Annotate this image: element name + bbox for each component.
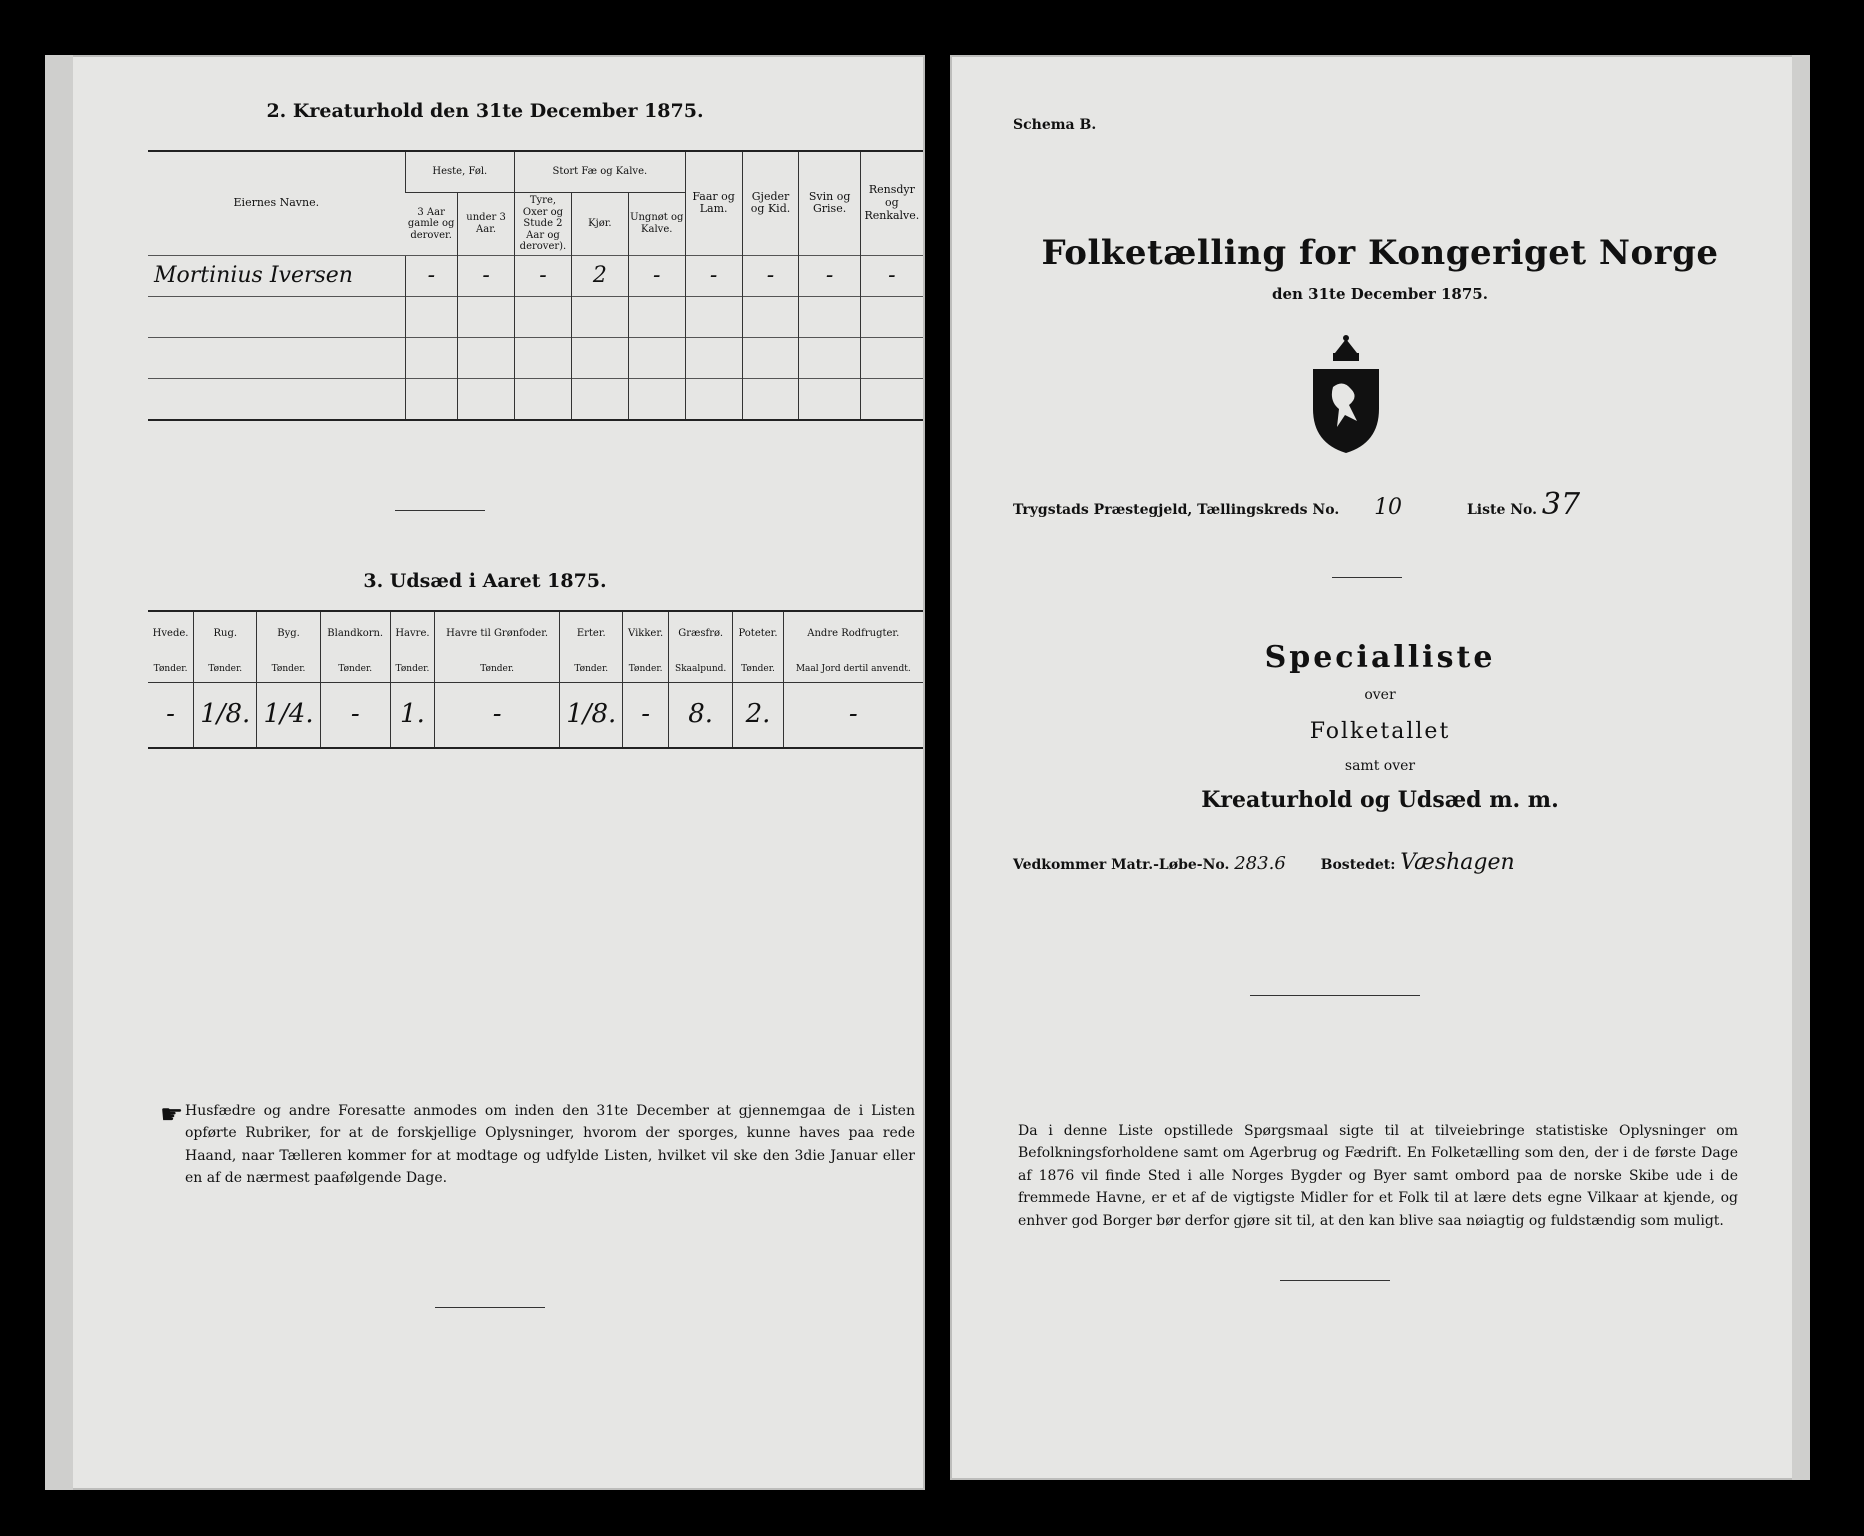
matr-number: 283.6 [1234,853,1286,874]
table-cell: - [458,255,515,296]
table-cell: - [628,255,685,296]
bosted-label: Bostedet: [1320,857,1396,873]
udsaed-header: Byg. [257,611,320,656]
udsaed-header: Poteter. [733,611,783,656]
udsaed-value: 1. [390,683,434,749]
udsaed-header: Erter. [560,611,623,656]
udsaed-unit: Tønder. [257,656,320,683]
svin-header: Svin og Grise. [799,151,860,255]
document-title: Folketælling for Kongeriget Norge [1041,233,1719,273]
owner-name: Mortinius Iversen [148,255,405,296]
table-cell: - [860,255,923,296]
kreaturhold-table [148,150,923,421]
udsaed-header: Blandkorn. [320,611,390,656]
samt-over-text: samt over [1344,758,1416,774]
udsaed-unit: Skaalpund. [668,656,733,683]
divider [1280,1280,1390,1281]
prestegjeld-label: Præstegjeld, [1093,502,1193,518]
specialliste-title: Specialliste [1264,640,1496,675]
udsaed-value: 8. [668,683,733,749]
schema-label: Schema B. [1013,117,1097,133]
table-cell: 2 [571,255,628,296]
kreds-label: Tællingskreds No. [1197,502,1340,518]
udsaed-value: - [623,683,668,749]
udsaed-unit: Tønder. [733,656,783,683]
owner-header: Eiernes Navne. [148,151,405,255]
page-edge [45,55,73,1490]
divider [395,510,485,511]
udsaed-header: Vikker. [623,611,668,656]
liste-label: Liste No. [1466,502,1537,518]
pointing-hand-icon: ☛ [160,1100,184,1130]
table-row [148,296,923,337]
col-under3aar: under 3 Aar. [458,193,515,256]
udsaed-unit: Tønder. [560,656,623,683]
table-cell: - [685,255,742,296]
matr-line [1013,850,1515,875]
udsaed-unit: Tønder. [390,656,434,683]
udsaed-value: 1/4. [257,683,320,749]
divider [1250,995,1420,996]
udsaed-table [148,610,923,749]
udsaed-header: Havre. [390,611,434,656]
table-row [148,255,923,296]
col-kjoer: Kjør. [571,193,628,256]
bosted-value: Væshagen [1400,850,1515,875]
udsaed-unit: Maal Jord dertil anvendt. [783,656,923,683]
udsaed-header: Rug. [194,611,257,656]
kreds-number: 10 [1374,495,1403,520]
udsaed-value: - [435,683,560,749]
divider [435,1307,545,1308]
heste-header: Heste, Føl. [405,151,514,193]
section2-title: 2. Kreaturhold den 31te December 1875. [266,100,704,122]
col-3aar: 3 Aar gamle og derover. [405,193,458,256]
document-date: den 31te December 1875. [1272,285,1488,303]
table-cell: - [799,255,860,296]
udsaed-header: Græsfrø. [668,611,733,656]
table-cell: - [742,255,799,296]
divider [1332,577,1402,578]
udsaed-header: Hvede. [148,611,194,656]
left-page [45,55,925,1490]
col-ungnot: Ungnøt og Kalve. [628,193,685,256]
udsaed-unit: Tønder. [153,663,188,674]
coat-of-arms-icon [1305,335,1387,455]
notice-text: Husfædre og andre Foresatte anmodes om inden den 31te December at gjennemgaa de i Listen opførte Rubriker, for at de forskjellige Oplysninger, hvorom der sporges, kunne haves paa rede Haand, naar Tælleren kommer for at modtage og udfylde Listen, hvilket vil ske den 3die Januar eller en af de nærmest paafølgende Dage. [185,1103,915,1187]
folketallet-title: Folketallet [1309,719,1451,744]
udsaed-header: Andre Rodfrugter. [783,611,923,656]
table-cell: - [405,255,458,296]
udsaed-value: - [148,683,194,749]
section3-title: 3. Udsæd i Aaret 1875. [363,570,607,592]
prestegjeld-name: Trygstads [1013,502,1089,518]
gjeder-header: Gjeder og Kid. [742,151,799,255]
udsaed-value: 1/8. [194,683,257,749]
udsaed-unit: Tønder. [435,656,560,683]
over-text: over [1364,687,1396,703]
udsaed-value: 2. [733,683,783,749]
explanation-paragraph: Da i denne Liste opstillede Spørgsmaal sigte til at tilveiebringe statistiske Oplysninger om Befolkningsforholdene samt om Agerbrug og Fædrift. En Folketælling som den, der i de første Dage af 1876 vil finde Sted i alle Norges Bygder og Byer samt ombord paa de norske Skibe ude i de fremmede Havne, er et af de vigtigste Midler for et Folk til at lære dets egne Vilkaar at kjende, og enhver god Borger bør derfor gjøre sit til, at den kan blive saa nøiagtig og fuldstændig som muligt. [1018,1123,1738,1229]
rensdyr-header: Rensdyr og Renkalve. [860,151,923,255]
col-tyre: Tyre, Oxer og Stude 2 Aar og derover). [515,193,572,256]
stortfae-header: Stort Fæ og Kalve. [515,151,686,193]
udsaed-value: 1/8. [560,683,623,749]
liste-number: 37 [1541,487,1581,522]
right-page [950,55,1810,1480]
udsaed-unit: Tønder. [320,656,390,683]
table-cell: - [515,255,572,296]
location-line [1013,487,1580,522]
table-row [148,378,923,420]
udsaed-value: - [783,683,923,749]
udsaed-unit: Tønder. [194,656,257,683]
udsaed-value: - [320,683,390,749]
faar-header: Faar og Lam. [685,151,742,255]
kreaturhold-title: Kreaturhold og Udsæd m. m. [1201,787,1559,813]
table-row [148,683,923,749]
table-row [148,337,923,378]
udsaed-unit: Tønder. [623,656,668,683]
matr-label: Vedkommer Matr.-Løbe-No. [1013,857,1230,873]
udsaed-header: Havre til Grønfoder. [435,611,560,656]
